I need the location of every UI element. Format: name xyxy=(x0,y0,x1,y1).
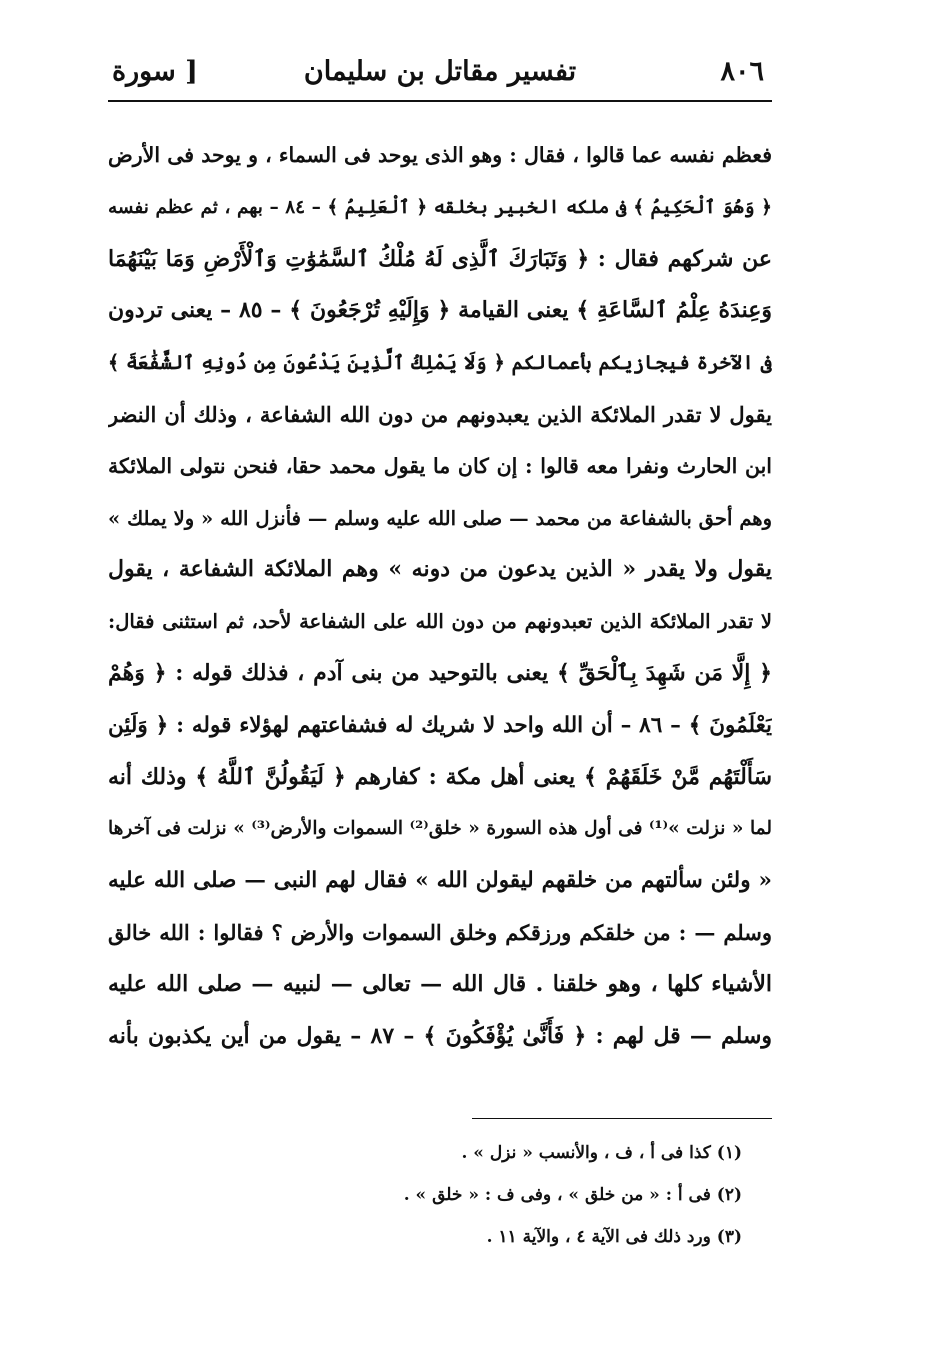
text-line: سَأَلْتَهُم مَّنْ خَلَقَهُمْ ﴾ يعنى أهل مكة : كفارهم ﴿ لَيَقُولُنَّ ٱللَّهُ ﴾ وذلك أنه xyxy=(108,763,772,790)
text-line: فى الآخرة فيجازيكم بأعمالكم ﴿ وَلَا يَمْلِكُ ٱلَّذِينَ يَدْعُونَ مِن دُونِهِ ٱلشَّفَٰعَةَ ﴾ xyxy=(108,351,772,375)
text-line: يَعْلَمُونَ ﴾ – ٨٦ – أن الله واحد لا شريك له فشفاعتهم لهؤلاء قوله : ﴿ وَلَئِن xyxy=(108,712,772,738)
footnote-rule xyxy=(472,1118,772,1119)
book-title: تفسير مقاتل بن سليمان xyxy=(303,56,577,87)
footnote: (٢) فى أ : « من خلق » ، وفى ف : « خلق » . xyxy=(403,1185,742,1205)
header-rule xyxy=(108,100,772,102)
text-line: فعظم نفسه عما قالوا ، فقال : وهو الذى يوحد فى السماء ، و يوحد فى الأرض xyxy=(108,143,772,167)
text-line: يقول ولا يقدر « الذين يدعون من دونه » وهم الملائكة الشفاعة ، يقول xyxy=(108,556,772,583)
footnote: (١) كذا فى أ ، ف ، والأنسب « نزل » . xyxy=(461,1143,742,1163)
text-line: لا تقدر الملائكة الذين تعبدونهم من دون الله على الشفاعة لأحد، ثم استثنى فقال: xyxy=(108,610,772,634)
text-line: عن شركهم فقال : ﴿ وَتَبَارَكَ ٱلَّذِى لَهُ مُلْكُ ٱلسَّمَٰوَٰتِ وَٱلْأَرْضِ وَمَا بَيْنَهُمَا xyxy=(108,245,772,272)
text-line: وسلم — قل لهم : ﴿ فَأَنَّىٰ يُؤْفَكُونَ ﴾ – ٨٧ – يقول من أين يكذبون بأنه xyxy=(108,1022,772,1049)
text-line: ﴿ وَهُوَ ٱلْحَكِيمُ ﴾ فى ملكه الخبير بخلقه ﴿ ٱلْعَلِيمُ ﴾ – ٨٤ – بهم ، ثم عظم نفسه xyxy=(108,196,772,218)
text-line: وسلم — : من خلقكم ورزقكم وخلق السموات والأرض ؟ فقالوا : الله خالق xyxy=(108,919,772,945)
footnote: (٣) ورد ذلك فى الآية ٤ ، والآية ١١ . xyxy=(486,1227,742,1247)
text-line: ابن الحارث ونفرا معه قالوا : إن كان ما يقول محمد حقا، فنحن نتولى الملائكة xyxy=(108,453,772,478)
main-text xyxy=(108,130,772,1062)
page-number: ٨٠٦ xyxy=(720,56,764,87)
running-header xyxy=(108,48,772,98)
text-line: يقول لا تقدر الملائكة الذين يعبدونهم من دون الله الشفاعة ، وذلك أن النضر xyxy=(108,401,772,427)
text-line: وَعِندَهُ عِلْمُ ٱلسَّاعَةِ ﴾ يعنى القيامة ﴿ وَإِلَيْهِ تُرْجَعُونَ ﴾ – ٨٥ – يعنى تردون xyxy=(108,297,772,324)
text-line: ﴿ إِلَّا مَن شَهِدَ بِٱلْحَقِّ ﴾ يعنى بالتوحيد من بنى آدم ، فذلك قوله : ﴿ وَهُمْ xyxy=(108,659,772,686)
surah-label: [ سورة xyxy=(112,56,198,87)
text-line: « ولئن سألتهم من خلقهم ليقولن الله » فقال لهم النبى — صلى الله عليه xyxy=(108,868,772,894)
text-line: لما « نزلت »⁽¹⁾ فى أول هذه السورة « خلق⁽²⁾ السموات والأرض⁽³⁾ » نزلت فى آخرها xyxy=(108,818,772,840)
footnotes xyxy=(108,1132,742,1258)
text-line: وهم أحق بالشفاعة من محمد — صلى الله عليه وسلم — فأنزل الله « ولا يملك » xyxy=(108,506,772,530)
text-line: الأشياء كلها ، وهو خلقنا . قال الله — تعالى — لنبيه — صلى الله عليه xyxy=(108,970,772,997)
